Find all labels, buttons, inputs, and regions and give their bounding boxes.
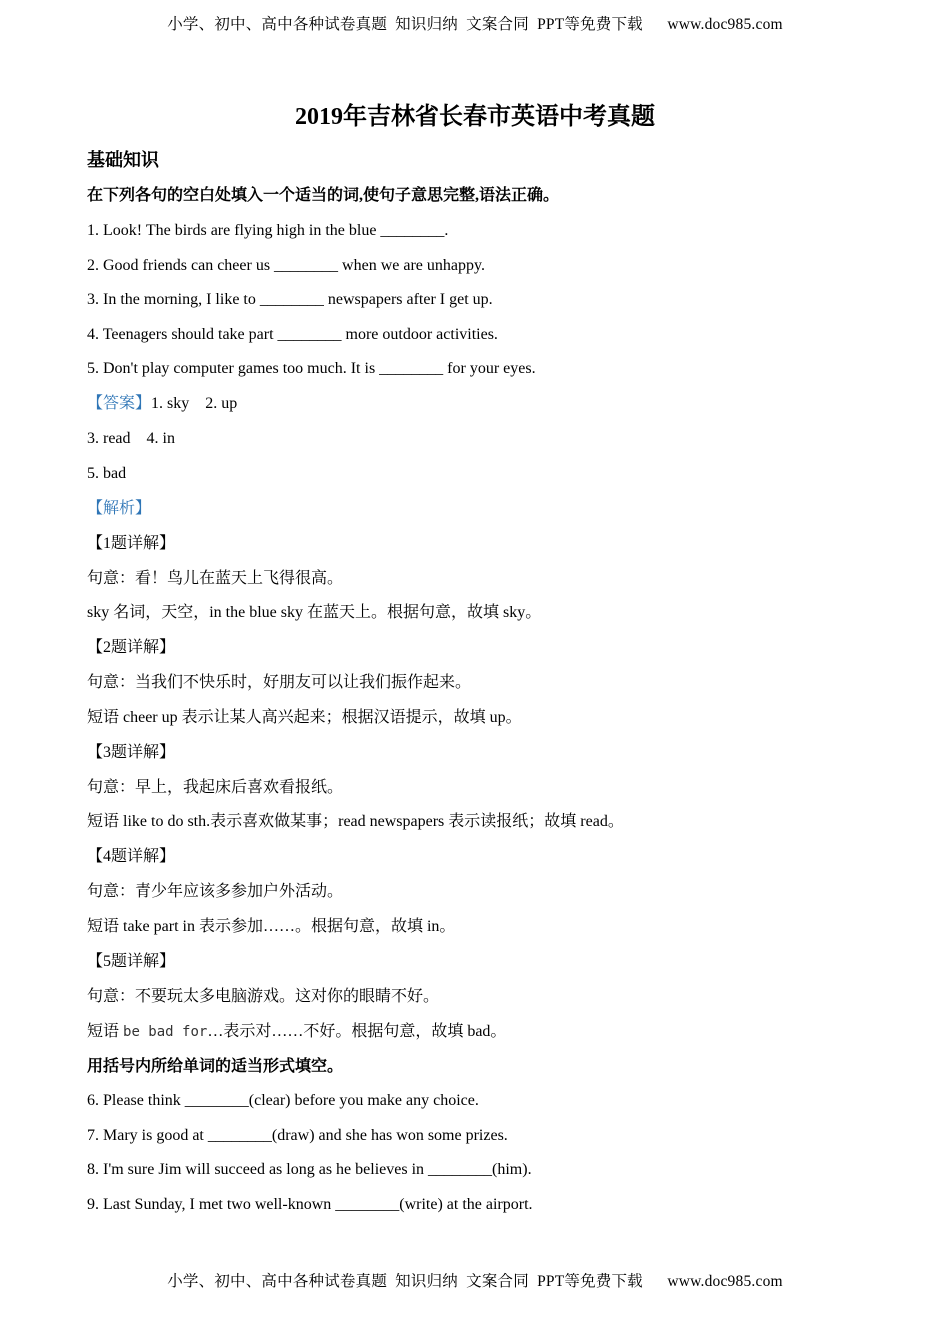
footer-banner: 小学、初中、高中各种试卷真题 知识归纳 文案合同 PPT等免费下载 www.doc985.com	[167, 1273, 783, 1290]
detail-1-meaning: 句意：看！鸟儿在蓝天上飞得很高。	[87, 569, 344, 587]
answer-line-3: 5. bad	[87, 464, 127, 482]
question-9: 9. Last Sunday, I met two well-known ________(write) at the airport.	[87, 1195, 533, 1213]
section-title: 基础知识	[87, 150, 159, 170]
detail-5-code: be bad for	[123, 1023, 208, 1040]
question-5: 5. Don't play computer games too much. It is ________ for your eyes.	[87, 360, 536, 377]
question-4: 4. Teenagers should take part ________ more outdoor activities.	[87, 325, 498, 343]
detail-4-heading: 【4题详解】	[87, 848, 176, 865]
detail-3-heading: 【3题详解】	[87, 743, 176, 761]
detail-4-meaning: 句意：青少年应该多参加户外活动。	[87, 883, 344, 900]
detail-4-explanation: 短语 take part in 表示参加……。根据句意，故填 in。	[87, 917, 456, 935]
answer-text: 1. sky 2. up	[151, 395, 238, 412]
question-2: 2. Good friends can cheer us ________ when we are unhappy.	[87, 256, 485, 274]
detail-5-heading: 【5题详解】	[87, 952, 176, 970]
part2-instruction: 用括号内所给单词的适当形式填空。	[87, 1057, 344, 1075]
detail-2-heading: 【2题详解】	[87, 639, 176, 656]
detail-5-suffix: …表示对……不好。根据句意，故填 bad。	[207, 1022, 507, 1040]
detail-5-explanation	[87, 1022, 887, 1042]
part1-instruction: 在下列各句的空白处填入一个适当的词,使句子意思完整,语法正确。	[87, 187, 560, 204]
header-banner: 小学、初中、高中各种试卷真题 知识归纳 文案合同 PPT等免费下载 www.doc985.com	[167, 16, 783, 33]
detail-5-meaning: 句意：不要玩太多电脑游戏。这对你的眼睛不好。	[87, 987, 440, 1005]
answer-line-2: 3. read 4. in	[87, 430, 175, 447]
detail-2-explanation: 短语 cheer up 表示让某人高兴起来；根据汉语提示，故填 up。	[87, 708, 522, 726]
detail-2-meaning: 句意：当我们不快乐时，好朋友可以让我们振作起来。	[87, 674, 472, 691]
detail-3-explanation: 短语 like to do sth.表示喜欢做某事；read newspapers 表示读报纸；故填 read。	[87, 813, 624, 830]
question-8: 8. I'm sure Jim will succeed as long as he believes in ________(him).	[87, 1161, 532, 1178]
detail-3-meaning: 句意：早上，我起床后喜欢看报纸。	[87, 778, 344, 796]
detail-1-explanation: sky 名词，天空，in the blue sky 在蓝天上。根据句意，故填 sky。	[87, 604, 542, 621]
question-1: 1. Look! The birds are flying high in the blue ________.	[87, 222, 449, 239]
document-body	[87, 150, 887, 1215]
question-3: 3. In the morning, I like to ________ newspapers after I get up.	[87, 291, 493, 308]
question-7: 7. Mary is good at ________(draw) and she has won some prizes.	[87, 1126, 508, 1144]
question-6: 6. Please think ________(clear) before you make any choice.	[87, 1092, 479, 1109]
page-title: 2019年吉林省长春市英语中考真题	[295, 104, 655, 130]
detail-5-prefix: 短语	[87, 1022, 124, 1040]
analysis-label: 【解析】	[87, 499, 152, 517]
answer-line-1	[87, 394, 887, 414]
detail-1-heading: 【1题详解】	[87, 534, 176, 552]
answer-label: 【答案】	[87, 395, 152, 412]
